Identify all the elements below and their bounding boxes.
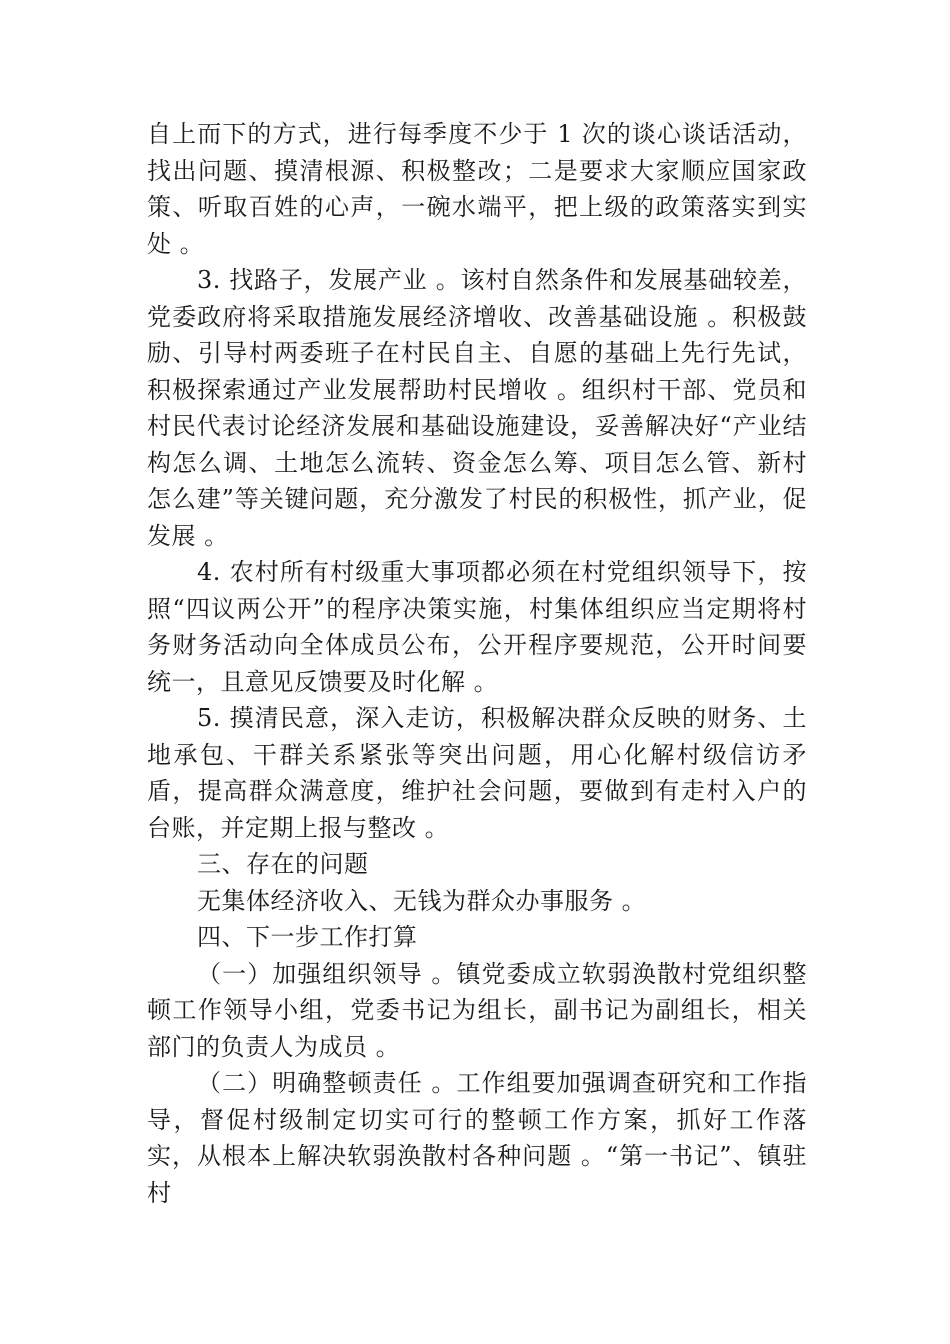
paragraph-7: （二）明确整顿责任 。工作组要加强调查研究和工作指导，督促村级制定切实可行的整顿工作方案，抓好工作落实，从根本上解决软弱涣散村各种问题 。“第一书记”、镇驻村 bbox=[147, 1069, 807, 1207]
paragraph-1: 自上而下的方式，进行每季度不少于 1 次的谈心谈话活动，找出问题、摸清根源、积极整改；二是要求大家顺应国家政策、听取百姓的心声，一碗水端平，把上级的政策落实到实处 。 bbox=[147, 120, 807, 258]
paragraph-2: 3. 找路子，发展产业 。该村自然条件和发展基础较差，党委政府将采取措施发展经济增收、改善基础设施 。积极鼓励、引导村两委班子在村民自主、自愿的基础上先行先试，积极探索通过产业发展帮助村民增收 。组织村干部、党员和村民代表讨论经济发展和基础设施建设，妥善解决好“产业结构怎么调、土地怎么流转、资金怎么筹、项目怎么管、新村怎么建”等关键问题，充分激发了村民的积极性，抓产业，促发展 。 bbox=[147, 266, 807, 550]
section-heading-problems: 三、存在的问题 bbox=[197, 850, 369, 878]
paragraph-5: 无集体经济收入、无钱为群众办事服务 。 bbox=[197, 886, 647, 915]
paragraph-4: 5. 摸清民意，深入走访，积极解决群众反映的财务、土地承包、干群关系紧张等突出问题，用心化解村级信访矛盾，提高群众满意度，维护社会问题，要做到有走村入户的台账，并定期上报与整改 。 bbox=[147, 704, 807, 842]
section-heading-next-steps: 四、下一步工作打算 bbox=[197, 923, 418, 951]
document-body bbox=[147, 116, 807, 1211]
paragraph-6: （一）加强组织领导 。镇党委成立软弱涣散村党组织整顿工作领导小组，党委书记为组长，副书记为副组长，相关部门的负责人为成员 。 bbox=[147, 959, 807, 1061]
paragraph-3: 4. 农村所有村级重大事项都必须在村党组织领导下，按照“四议两公开”的程序决策实施，村集体组织应当定期将村务财务活动向全体成员公布，公开程序要规范，公开时间要统一，且意见反馈要及时化解 。 bbox=[147, 558, 807, 696]
